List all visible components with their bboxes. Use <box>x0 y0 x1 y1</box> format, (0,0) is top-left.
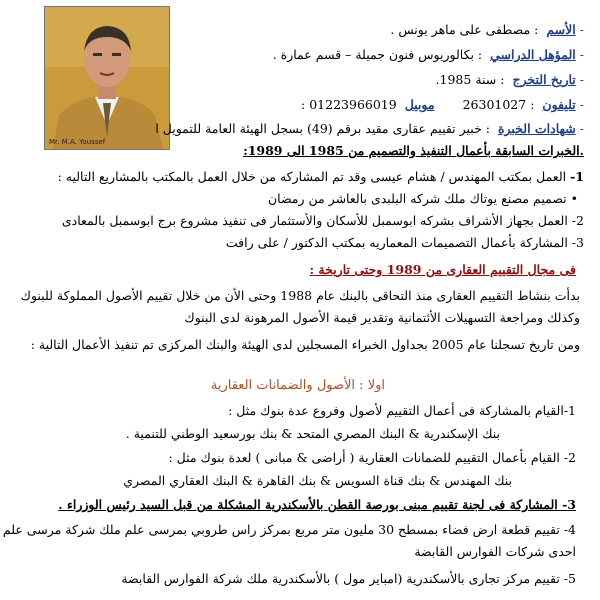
profile-photo <box>44 6 170 150</box>
valuation-paragraph-1: بدأت بنشاط التقييم العقارى منذ التحاقى بالبنك عام 1988 وحتى الأن من خلال تقييم الأصول المملوكة للبنوك <box>20 288 580 303</box>
degree-value: : بكالوريوس فنون جميلة – قسم عمارة . <box>272 47 483 62</box>
name-value: : مصطفى على ماهر يونس . <box>390 22 539 37</box>
phone-value: : 26301027 <box>462 97 535 112</box>
graduation-label: تاريخ التخرج <box>512 72 576 87</box>
name-label: الأسم <box>546 22 576 37</box>
assets-item-1-banks: بنك الإسكندرية & البنك المصري المتحد & بنك بورسعيد الوطني للتنمية . <box>125 426 500 441</box>
graduation-row: -تاريخ التخرج: سنة 1985. <box>435 72 584 87</box>
degree-row: -المؤهل الدراسي: بكالوريوس فنون جميلة – قسم عمارة . <box>272 47 584 62</box>
portrait-image <box>45 7 169 149</box>
assets-item-4-line-1: 4- تقييم قطعة ارض فضاء بمسطح 30 مليون متر مربع بمركز راس طروبي بمرسى علم ملك شركة مرسى علم <box>2 522 576 537</box>
experience-item-3: 3- المشاركة بأعمال التصميمات المعماريه بمكتب الدكتور / على رافت <box>225 235 584 250</box>
graduation-value: : سنة 1985. <box>435 72 505 87</box>
phone-label: تليفون <box>542 97 576 112</box>
valuation-paragraph-3: ومن تاريخ تسجلنا عام 2005 بجداول الخبراء المسجلين لدى الهيئة والبنك المركزى تم تنفيذ الأعمال التالية : <box>30 337 580 352</box>
phone-row: -تليفون: 26301027موبيل01223966019 : <box>301 97 584 112</box>
valuation-paragraph-2: وكذلك ومراجعة التسهيلات الأئتمانية وتقدير قيمة الأصول المرهونة لدى البنوك <box>184 310 580 325</box>
assets-item-4-line-2: احدى شركات الفوارس القابضة <box>414 544 576 559</box>
certificates-row: -شهادات الخبرة: خبير تقييم عقارى مقيد برقم (49) بسجل الهيئة العامة للتمويل ا <box>155 121 584 136</box>
assets-item-1: 1-القيام بالمشاركة فى أعمال التقييم لأصول وفروع عدة بنوك مثل : <box>228 403 576 418</box>
experience-heading: .الخبرات السابقة بأعمال التنفيذ والتصميم من 1985 الى 1989: <box>243 143 584 158</box>
assets-heading: اولا : الأصول والضمانات العقارية <box>210 378 385 393</box>
assets-item-5: 5- تقييم مركز تجارى بالأسكندرية (امباير مول ) بالأسكندرية ملك شركة الفوارس القابضة <box>121 571 576 586</box>
assets-item-3: 3- المشاركة فى لجنة تقييم مبنى بورصة القطن بالأسكندرية المشكلة من قبل السيد رئيس الوزراء . <box>58 497 576 512</box>
certificates-label: شهادات الخبرة <box>497 121 576 136</box>
experience-item-1-bullet: • تصميم مصنع يوتاك ملك شركه البلبدى بالعاشر من رمضان <box>267 191 578 206</box>
experience-item-1-text: العمل بمكتب المهندس / هشام عيسى وقد تم المشاركه من خلال العمل بالمكتب بالمشاريع التاليه : <box>57 169 567 184</box>
experience-item-1-number: 1- <box>570 169 584 184</box>
assets-item-2-banks: بنك المهندس & بنك قناة السويس & بنك القاهرة & البنك العقاري المصري <box>123 473 512 488</box>
experience-item-1 <box>58 169 584 185</box>
mobile-label: موبيل <box>404 97 435 112</box>
valuation-heading: فى مجال التقييم العقارى من 1989 وحتى تاريخة : <box>309 262 576 277</box>
photo-caption: Mr. M.A. Youssef <box>49 138 106 146</box>
certificates-value: : خبير تقييم عقارى مقيد برقم (49) بسجل الهيئة العامة للتمويل ا <box>155 121 490 136</box>
mobile-value: 01223966019 : <box>301 97 397 112</box>
experience-item-2: 2- العمل بجهاز الأشراف بشركه ابوسمبل للأسكان والأستثمار فى تنفيذ مشروع برج ابوسمبل بالمعادى <box>61 213 584 228</box>
assets-item-2: 2- القيام بأعمال التقييم للضمانات العقارية ( أراضى & مبانى ) لعدة بنوك مثل : <box>168 450 576 465</box>
degree-label: المؤهل الدراسي <box>490 47 576 62</box>
name-row: -الأسم: مصطفى على ماهر يونس . <box>390 22 584 37</box>
